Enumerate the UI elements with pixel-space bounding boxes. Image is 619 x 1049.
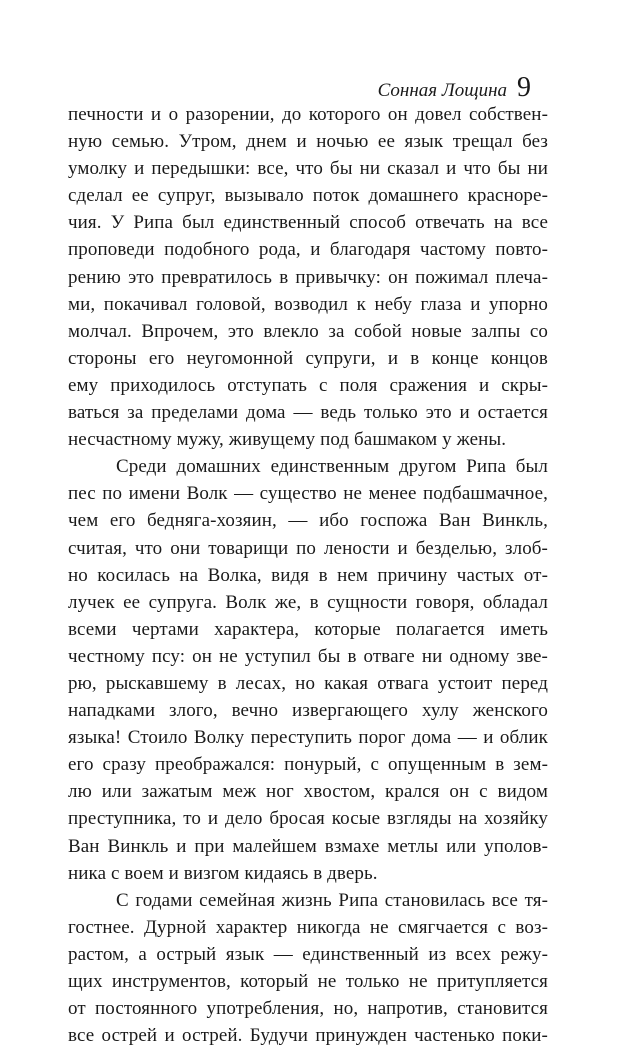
text-line: ную семью. Утром, днем и ночью ее язык трещал без (68, 131, 548, 153)
text-line: но косилась на Волка, видя в нем причину частых от- (68, 564, 548, 586)
text-line: щих инструментов, который не только не притупляется (68, 971, 548, 992)
text-line: преступника, то и дело бросая косые взгляды на хозяйку (68, 808, 548, 830)
body-text (68, 101, 548, 1049)
running-title: Сонная Лощина (377, 80, 507, 101)
text-line: чия. У Рипа был единственный способ отвечать на все (68, 212, 548, 234)
text-line: пес по имени Волк — существо не менее подбашмачное, (68, 483, 548, 505)
text-line: ми, покачивал головой, возводил к небу глаза и упорно (68, 293, 548, 315)
text-line: от постоянного употребления, но, напротив, становится (68, 998, 548, 1020)
text-line: лучек ее супруга. Волк же, в сущности говоря, обладал (68, 591, 548, 613)
text-line: нападками злого, вечно извергающего хулу женского (68, 700, 548, 722)
text-line: проповеди подобного рода, и благодаря частому повто- (68, 239, 548, 261)
text-line: Среди домашних единственным другом Рипа был (116, 456, 548, 478)
text-line: всеми чертами характера, которые полагается иметь (68, 618, 548, 640)
text-line: гостнее. Дурной характер никогда не смягчается с воз- (68, 916, 548, 938)
text-line: рению это превратилось в привычку: он пожимал плеча- (68, 266, 548, 288)
text-line: языка! Стоило Волку переступить порог дома — и облик (68, 727, 548, 749)
text-line: стороны его неугомонной супруги, и в конце концов (68, 347, 548, 369)
running-header (378, 72, 531, 104)
text-line: ваться за пределами дома — ведь только это и остается (68, 402, 548, 424)
text-line: лю или зажатым меж ног хвостом, крался он с видом (68, 781, 548, 803)
text-line: несчастному мужу, живущему под башмаком у жены. (68, 429, 507, 451)
text-line: С годами семейная жизнь Рипа становилась все тя- (116, 889, 548, 911)
page-number: 9 (517, 72, 531, 103)
text-line: считая, что они товарищи по лености и безделью, злоб- (68, 537, 548, 559)
text-line: ника с воем и визгом кидаясь в дверь. (68, 862, 378, 884)
text-line: печности и о разорении, до которого он довел собствен- (68, 104, 548, 125)
text-line: все острей и острей. Будучи принужден частенько поки- (68, 1025, 548, 1047)
text-line: умолку и передышки: все, что бы ни сказал и что бы ни (68, 158, 548, 180)
text-line: сделал ее супруг, вызывало поток домашнего красноре- (68, 185, 548, 207)
text-line: ему приходилось отступать с поля сражения и скры- (68, 374, 548, 396)
text-line: растом, а острый язык — единственный из всех режу- (68, 943, 548, 965)
text-line: Ван Винкль и при малейшем взмахе метлы или уполов- (68, 835, 548, 857)
text-line: молчал. Впрочем, это влекло за собой новые залпы со (68, 320, 548, 342)
text-line: его сразу преображался: понурый, с опущенным в зем- (68, 754, 548, 776)
text-line: рю, рыскавшему в лесах, но какая отвага устоит перед (68, 672, 548, 694)
text-line: честному псу: он не уступил бы в отваге ни одному зве- (68, 645, 548, 667)
text-line: чем его бедняга-хозяин, — ибо госпожа Ван Винкль, (68, 510, 548, 532)
